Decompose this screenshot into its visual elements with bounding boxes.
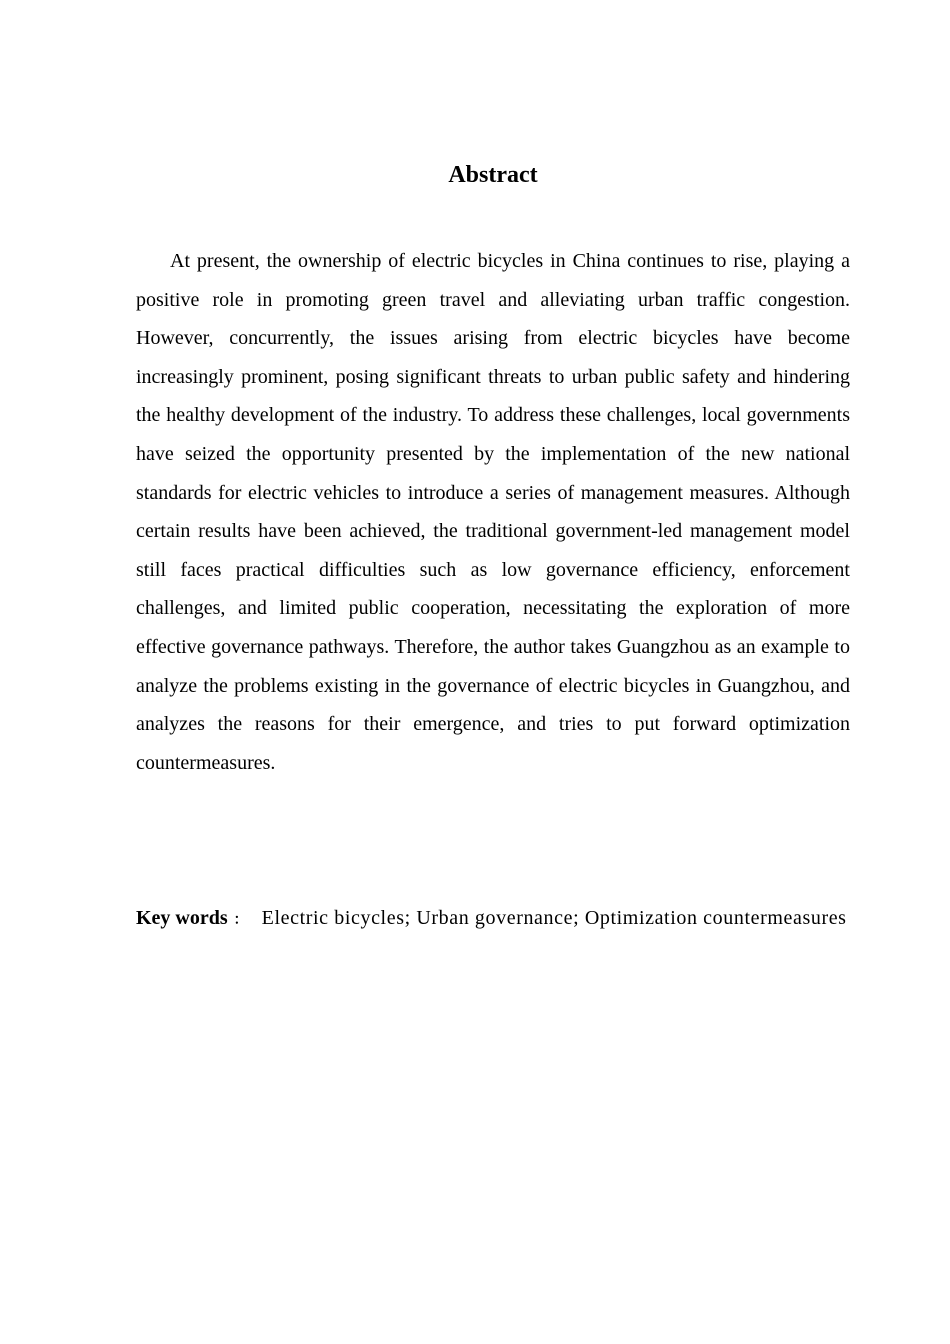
abstract-paragraph: At present, the ownership of electric bicycles in China continues to rise, playing a positive role in promoting green travel and alleviating urban traffic congestion. However, concurrently, the issues arising from electric bicycles have become increasingly prominent, posing significant threats to urban public safety and hindering the healthy development of the industry. To address these challenges, local governments have seized the opportunity presented by the implementation of the new national standards for electric vehicles to introduce a series of management measures. Although certain results have been achieved, the traditional government-led management model still faces practical difficulties such as low governance efficiency, enforcement challenges, and limited public cooperation, necessitating the exploration of more effective governance pathways. Therefore, the author takes Guangzhou as an example to analyze the problems existing in the governance of electric bicycles in Guangzhou, and analyzes the reasons for their emergence, and tries to put forward optimization countermeasures. xyxy=(136,250,850,774)
keywords-line xyxy=(136,899,850,941)
keywords-label: Key words xyxy=(136,907,228,929)
abstract-title: Abstract xyxy=(448,162,538,188)
keywords-colon: ： xyxy=(233,913,248,928)
keywords-text: Electric bicycles; Urban governance; Optimization countermeasures xyxy=(261,907,847,929)
